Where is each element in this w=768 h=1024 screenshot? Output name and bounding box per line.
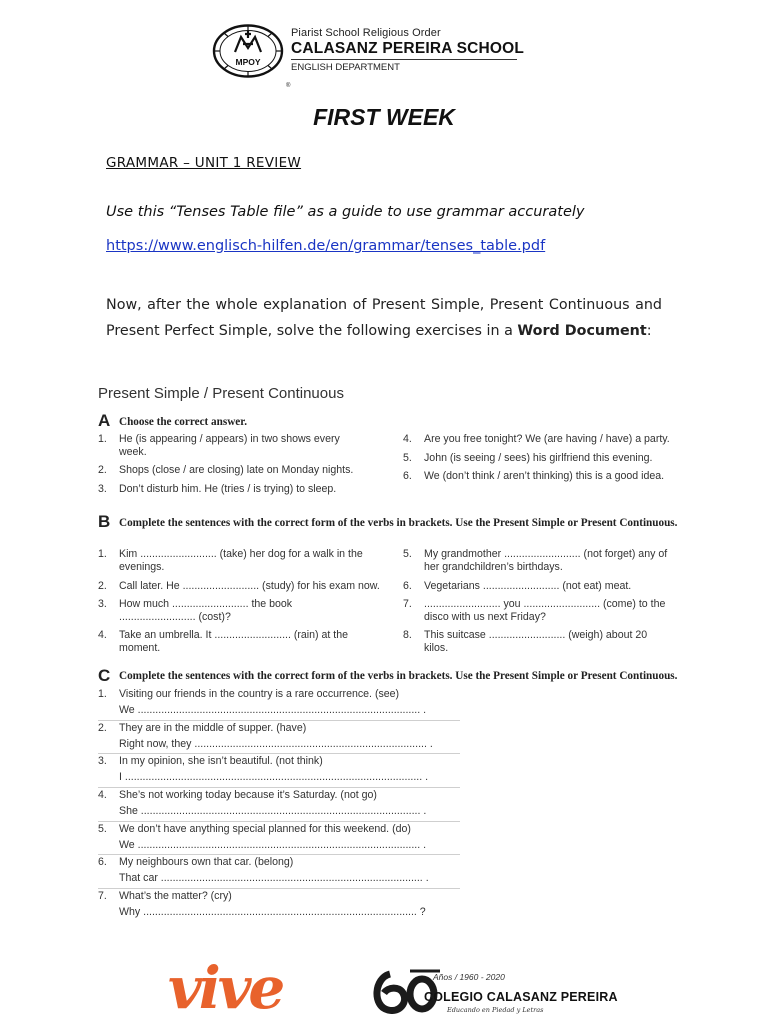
item-answer-line: We ................................................................................................ . — [119, 704, 427, 716]
page-title: FIRST WEEK — [313, 104, 455, 130]
item-number: 3. — [98, 483, 107, 495]
item-number: 4. — [98, 629, 107, 641]
item-text: her grandchildren’s birthdays. — [424, 561, 563, 573]
item-text: Vegetarians .......................... (not eat) meat. — [424, 580, 632, 592]
item-answer-line: Right now, they ............................................................................... . — [119, 738, 433, 750]
item-number: 5. — [403, 548, 412, 560]
item-text: evenings. — [119, 561, 165, 573]
instructions-end: : — [646, 323, 652, 339]
item-text: kilos. — [424, 642, 449, 654]
item-answer-line: I ..................................................................................................... . — [119, 771, 429, 783]
order-name: Piarist School Religious Order — [291, 27, 441, 39]
item-number: 6. — [98, 856, 107, 868]
item-text: week. — [119, 446, 147, 458]
item-number: 5. — [403, 452, 412, 464]
item-number: 8. — [403, 629, 412, 641]
exercise-sheet-title: Present Simple / Present Continuous — [98, 385, 344, 402]
item-text: Take an umbrella. It .......................... (rain) at the — [119, 629, 349, 641]
item-number: 4. — [98, 789, 107, 801]
item-text: Are you free tonight? We (are having / have) a party. — [424, 433, 670, 445]
item-number: 2. — [98, 722, 107, 734]
item-text: moment. — [119, 642, 161, 654]
item-answer-line: That car ......................................................................................... . — [119, 872, 429, 884]
item-number: 3. — [98, 755, 107, 767]
item-answer-line: Why ............................................................................................. ? — [119, 906, 426, 918]
department-name: ENGLISH DEPARTMENT — [291, 62, 400, 73]
item-answer-line: She ............................................................................................... . — [119, 805, 427, 817]
section-c-instruction: Complete the sentences with the correct form of the verbs in brackets. Use the Present Simple or Present Continuous. — [119, 670, 678, 682]
vive-logo — [166, 956, 338, 1018]
letterhead — [291, 27, 524, 74]
item-answer-line: We ................................................................................................ . — [119, 839, 427, 851]
item-text: This suitcase .......................... (weigh) about 20 — [424, 629, 648, 641]
svg-text:MPOY: MPOY — [235, 57, 261, 67]
item-number: 2. — [98, 580, 107, 592]
item-question: In my opinion, she isn’t beautiful. (not think) — [119, 755, 323, 767]
word-document-emphasis: Word Document — [517, 323, 647, 339]
item-text: My grandmother .......................... (not forget) any of — [424, 548, 668, 560]
item-text: Don’t disturb him. He (tries / is trying) to sleep. — [119, 483, 337, 495]
item-number: 3. — [98, 598, 107, 610]
item-question: She’s not working today because it’s Saturday. (not go) — [119, 789, 377, 801]
item-question: What’s the matter? (cry) — [119, 890, 232, 902]
item-text: How much .......................... the book — [119, 598, 293, 610]
school-name: CALASANZ PEREIRA SCHOOL — [291, 40, 525, 57]
item-question: My neighbours own that car. (belong) — [119, 856, 294, 868]
section-b-instruction: Complete the sentences with the correct form of the verbs in brackets. Use the Present Simple or Present Continuous. — [119, 517, 678, 529]
item-number: 6. — [403, 580, 412, 592]
item-question: They are in the middle of supper. (have) — [119, 722, 307, 734]
item-number: 1. — [98, 688, 107, 700]
anniversary-years: Años / 1960 - 2020 — [433, 972, 505, 982]
section-a-instruction: Choose the correct answer. — [119, 416, 248, 428]
item-number: 4. — [403, 433, 412, 445]
item-number: 7. — [98, 890, 107, 902]
item-text: .......................... (cost)? — [119, 611, 231, 623]
letterhead-divider — [291, 59, 517, 60]
instructions-text: Now, after the whole explanation of Present Simple, Present Continuous and Present Perfect Simple, solve the following exercises in a — [106, 297, 662, 339]
item-text: He (is appearing / appears) in two shows every — [119, 433, 340, 445]
registered-mark: ® — [286, 83, 291, 89]
guide-text: Use this “Tenses Table file” as a guide to use grammar accurately — [106, 204, 585, 220]
item-number: 5. — [98, 823, 107, 835]
svg-text:vive: vive — [168, 956, 283, 1018]
instructions-paragraph — [106, 292, 662, 344]
item-text: Call later. He .......................... (study) for his exam now. — [119, 580, 380, 592]
school-motto: Educando en Piedad y Letras — [447, 1006, 544, 1014]
section-a-letter: A — [98, 411, 111, 430]
item-text: Shops (close / are closing) late on Monday nights. — [119, 464, 354, 476]
item-number: 7. — [403, 598, 412, 610]
section-c-letter: C — [98, 666, 111, 685]
tenses-table-link[interactable]: https://www.englisch-hilfen.de/en/grammar/tenses_table.pdf — [106, 238, 546, 254]
item-number: 1. — [98, 548, 107, 560]
item-text: We (don’t think / aren’t thinking) this is a good idea. — [424, 470, 665, 482]
school-seal-logo — [212, 24, 284, 78]
section-b-letter: B — [98, 512, 111, 531]
item-number: 1. — [98, 433, 107, 445]
unit-subtitle: GRAMMAR – UNIT 1 REVIEW — [106, 155, 302, 171]
item-text: disco with us next Friday? — [424, 611, 546, 623]
colegio-name: COLEGIO CALASANZ PEREIRA — [424, 990, 618, 1004]
item-number: 2. — [98, 464, 107, 476]
item-text: .......................... you .......................... (come) to the — [424, 598, 666, 610]
item-question: Visiting our friends in the country is a rare occurrence. (see) — [119, 688, 400, 700]
item-question: We don’t have anything special planned for this weekend. (do) — [119, 823, 411, 835]
item-text: Kim .......................... (take) her dog for a walk in the — [119, 548, 363, 560]
item-number: 6. — [403, 470, 412, 482]
item-text: John (is seeing / sees) his girlfriend this evening. — [424, 452, 653, 464]
